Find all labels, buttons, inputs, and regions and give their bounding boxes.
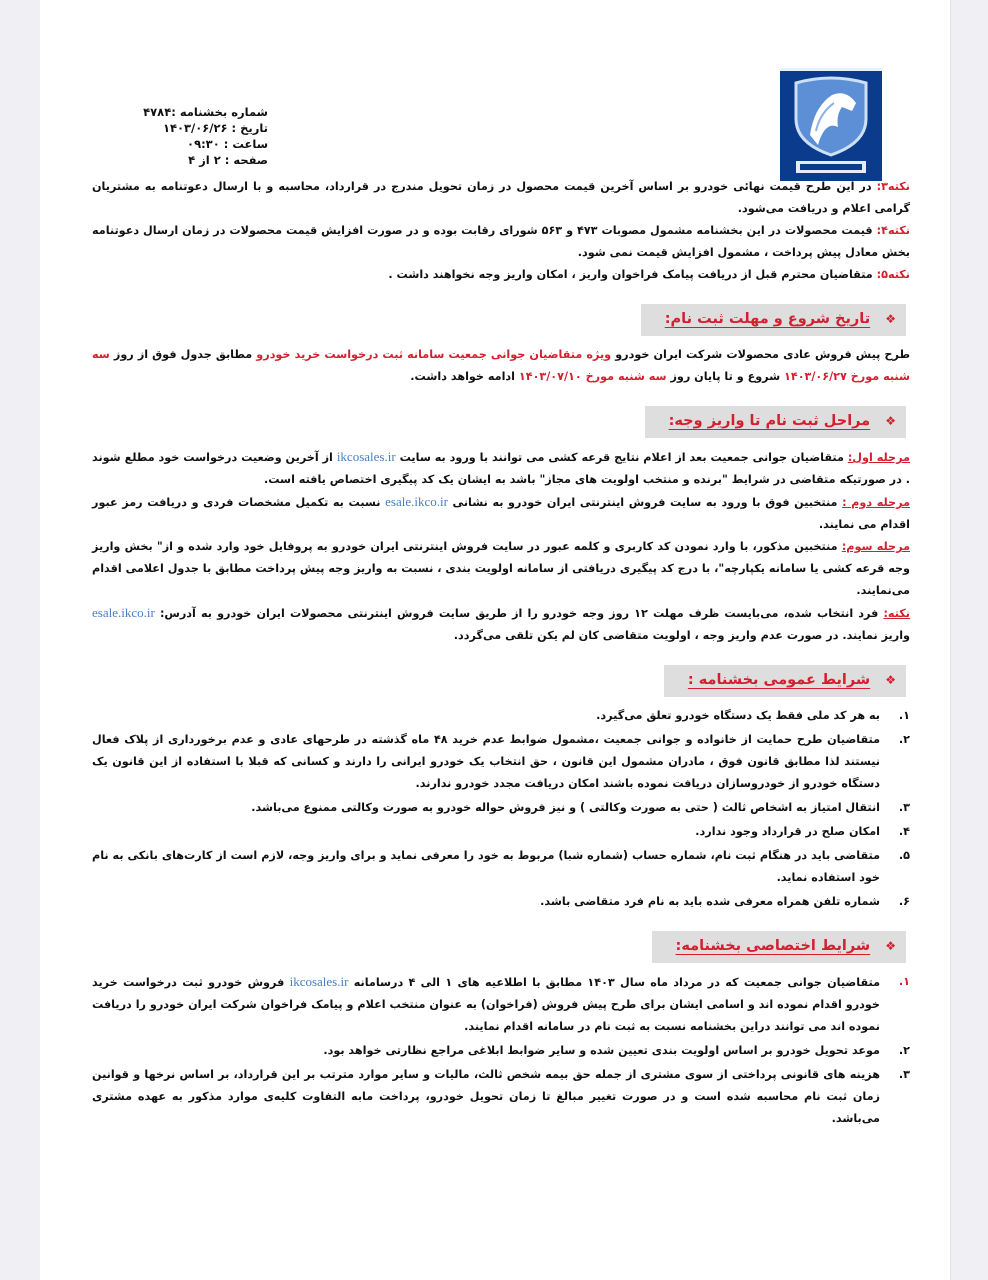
list-item: ۳. هزینه های قانونی پرداختی از سوی مشتری از جمله حق بیمه شخص ثالث، مالیات و سایر موارد مترتب بر این قرارداد، بر اساس نرخها و قوانین زمان ثبت نام محاسبه شده است و در صورت تغییر مبالغ تا زمان تحویل خودرو، پرداخت مابه التفاوت کلیه‌ی موارد مذکور به عهده مشتری می‌باشد. — [92, 1068, 910, 1125]
document-page — [40, 0, 951, 1280]
note-5 — [92, 264, 910, 286]
section-title: شرایط عمومی بخشنامه : — [687, 672, 871, 688]
general-conditions-list — [92, 705, 910, 913]
section-dates-header — [92, 304, 910, 334]
note-label: نکته۳: — [876, 180, 910, 193]
iran-khodro-logo — [780, 68, 882, 181]
list-item: ۴. امکان صلح در قرارداد وجود ندارد. — [695, 825, 910, 838]
circular-date: تاریخ : ۱۴۰۳/۰۶/۲۶ — [162, 121, 268, 135]
circular-number: شماره بخشنامه :۴۷۸۴ — [143, 105, 268, 119]
diamond-bullet-icon: ❖ — [885, 414, 896, 428]
note-label: نکته۵: — [876, 268, 910, 281]
note-text: قیمت محصولات در این بخشنامه مشمول مصوبات ۴۷۳ و ۵۶۳ شورای رقابت بوده و در صورت افزایش قیمت محصولات در زمان ارسال دعوتنامه بخش معادل پیش پرداخت ، مشمول افزایش قیمت نمی شود. — [92, 224, 910, 259]
ikcosales-link[interactable]: ikcosales.ir — [289, 974, 349, 989]
ikcosales-link[interactable]: ikcosales.ir — [336, 449, 396, 464]
section-steps-header — [92, 406, 910, 436]
circular-time: ساعت : ۰۹:۳۰ — [187, 137, 268, 151]
diamond-bullet-icon: ❖ — [885, 673, 896, 687]
step-label: مرحله اول: — [847, 451, 911, 464]
step-label: نکته: — [883, 607, 910, 620]
section-title: تاریخ شروع و مهلت ثبت نام: — [664, 311, 871, 327]
esale-link[interactable]: esale.ikco.ir — [385, 494, 448, 509]
horse-shield-icon — [780, 71, 882, 178]
esale-link[interactable]: esale.ikco.ir — [92, 605, 155, 620]
list-item: ۱. متقاضیان جوانی جمعیت که در مرداد ماه سال ۱۴۰۳ مطابق با اطلاعیه های ۱ الی ۴ درسامانه ikcosales.ir فروش خودرو ثبت درخواست خرید خودرو اقدام نموده اند و اسامی ایشان برای طرح پیش فروش (فراخوان) به عنوان منتخب اعلام و پیامک فراخوان شرکت ایران خودرو را دریافت نموده اند می توانند دراین بخشنامه نسبت به ثبت نام در سامانه اقدام نمایند. — [92, 974, 910, 1033]
list-item: ۵. متقاضی باید در هنگام ثبت نام، شماره حساب (شماره شبا) مربوط به خود را معرفی نماید و برای واریز وجه، لازم است از کارت‌های بانکی به نام خود استفاده نماید. — [92, 849, 910, 884]
list-item: ۶. شماره تلفن همراه معرفی شده باید به نام فرد متقاضی باشد. — [540, 895, 910, 908]
section-title: مراحل ثبت نام تا واریز وجه: — [668, 413, 871, 429]
diamond-bullet-icon: ❖ — [885, 312, 896, 326]
document-body — [92, 176, 910, 1132]
note-4 — [92, 220, 910, 264]
step-note: نکته: فرد انتخاب شده، می‌بایست ظرف مهلت ۱۲ روز وجه خودرو را از طریق سایت فروش اینترنتی محصولات ایران خودرو به آدرس: esale.ikco.ir واریز نمایند. در صورت عدم واریز وجه ، اولویت متقاضی کان لم یکن تلقی می‌گردد. — [92, 605, 910, 642]
step-label: مرحله سوم: — [841, 540, 910, 553]
section-general-header — [92, 665, 910, 695]
special-conditions-list — [92, 971, 910, 1130]
registration-period-text: طرح پیش فروش عادی محصولات شرکت ایران خودرو ویژه متقاضیان جوانی جمعیت سامانه ثبت درخواست خرید خودرو مطابق جدول فوق از روز سه شنبه مورخ ۱۴۰۳/۰۶/۲۷ شروع و تا پایان روز سه شنبه مورخ ۱۴۰۳/۰۷/۱۰ ادامه خواهد داشت. — [92, 348, 910, 383]
step-label: مرحله دوم : — [842, 496, 910, 509]
step-1: مرحله اول: متقاضیان جوانی جمعیت بعد از اعلام نتایج قرعه کشی می توانند با ورود به سایت ikcosales.ir از آخرین وضعیت درخواست خود مطلع شوند . در صورتیکه متقاضی در شرایط "برنده و منتخب اولویت های مجاز" باشد به ایشان یک کد پیگیری اختصاص یافته است. — [92, 449, 911, 486]
diamond-bullet-icon: ❖ — [885, 939, 896, 953]
list-item: ۲. موعد تحویل خودرو بر اساس اولویت بندی تعیین شده و سایر ضوابط ابلاغی مراجع نظارتی خواهد بود. — [323, 1044, 910, 1057]
note-3 — [92, 176, 910, 220]
step-3: مرحله سوم: منتخبین مذکور، با وارد نمودن کد کاربری و کلمه عبور در سایت فروش اینترنتی ایران خودرو به پروفایل خود وارد شده و از" بخش واریز وجه قرعه کشی یا سامانه یکپارچه"، با درج کد پیگیری دریافتی از سامانه اولویت بندی ، نسبت به واریز وجه پیش پرداخت مطابق با جدول اعلامی اقدام می‌نمایند. — [92, 540, 910, 597]
section-title: شرایط اختصاصی بخشنامه: — [675, 938, 871, 954]
section-special-header — [92, 931, 910, 961]
page-number: صفحه : ۲ از ۴ — [188, 153, 268, 167]
circular-info — [108, 104, 268, 168]
step-2: مرحله دوم : منتخبین فوق با ورود به سایت فروش اینترنتی ایران خودرو به نشانی esale.ikco.ir نسبت به تکمیل مشخصات فردی و دریافت رمز عبور اقدام می نمایند. — [92, 494, 910, 531]
note-text: متقاضیان محترم قبل از دریافت پیامک فراخوان واریز ، امکان واریز وجه نخواهند داشت . — [388, 268, 873, 281]
note-label: نکته۴: — [876, 224, 910, 237]
note-text: در این طرح قیمت نهائی خودرو بر اساس آخرین قیمت محصول در زمان تحویل مندرج در قرارداد، محاسبه و با ارسال دعوتنامه به مشتریان گرامی اعلام و دریافت می‌شود. — [92, 180, 910, 215]
list-item: ۱. به هر کد ملی فقط یک دستگاه خودرو تعلق می‌گیرد. — [596, 709, 910, 722]
list-item: ۲. متقاضیان طرح حمایت از خانواده و جوانی جمعیت ،مشمول ضوابط عدم خرید ۴۸ ماه گذشته در طرحهای عادی و عدم برخورداری از پلاک فعال نیستند لذا مطابق قانون فوق ، مادران مشمول این قانون ، حق انتخاب یک خودرو ایرانی را دارند و کسانی که قبلا با استفاده از این قانون یک دستگاه خودرو از خودروسازان دریافت نموده باشند امکان دریافت مجدد خودرو ندارند. — [92, 733, 910, 790]
list-item: ۳. انتقال امتیاز به اشخاص ثالث ( حتی به صورت وکالتی ) و نیز فروش حواله خودرو به صورت وکالتی ممنوع می‌باشد. — [251, 801, 910, 814]
